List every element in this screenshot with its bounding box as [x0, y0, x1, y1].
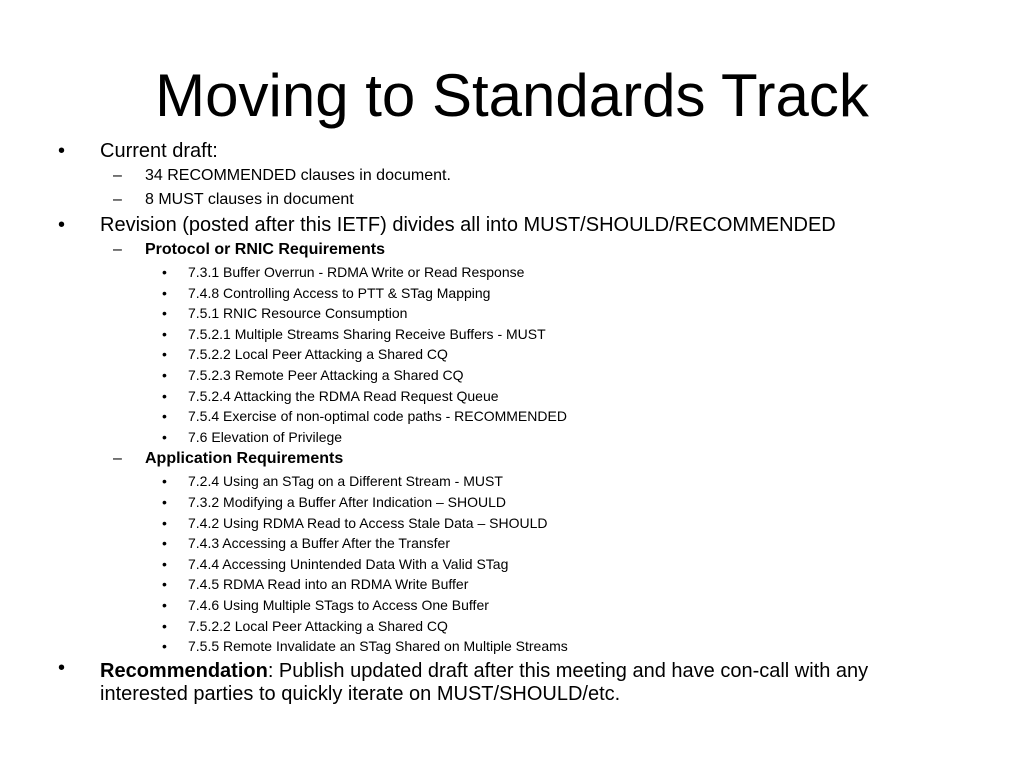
slide-title: Moving to Standards Track — [155, 62, 869, 129]
requirement-text: 7.5.2.2 Local Peer Attacking a Shared CQ — [188, 617, 448, 634]
requirement-text: 7.2.4 Using an STag on a Different Stream - MUST — [188, 473, 503, 490]
requirement-text: 7.3.2 Modifying a Buffer After Indication – SHOULD — [188, 493, 507, 510]
sub-item — [0, 188, 1024, 212]
requirement-text: 7.5.2.2 Local Peer Attacking a Shared CQ — [188, 346, 448, 363]
bullet-marker: • — [162, 493, 167, 510]
requirement-item — [0, 636, 1024, 657]
requirement-item — [0, 616, 1024, 637]
requirement-item — [0, 471, 1024, 492]
requirement-item — [0, 492, 1024, 513]
requirement-item — [0, 574, 1024, 595]
requirement-text: 7.4.3 Accessing a Buffer After the Transfer — [188, 535, 451, 552]
bullet-current-draft — [0, 138, 1024, 164]
requirement-text: 7.5.1 RNIC Resource Consumption — [188, 305, 408, 322]
requirement-text: 7.4.6 Using Multiple STags to Access One Buffer — [188, 596, 489, 613]
bullet-marker: • — [162, 408, 167, 425]
requirement-text: 7.4.8 Controlling Access to PTT & STag Mapping — [188, 284, 491, 301]
requirement-text: 7.5.2.4 Attacking the RDMA Read Request Queue — [188, 387, 499, 404]
requirement-text: 7.5.2.3 Remote Peer Attacking a Shared CQ — [188, 366, 464, 383]
requirement-item — [0, 365, 1024, 386]
requirement-item — [0, 427, 1024, 448]
slide-body — [0, 138, 1024, 706]
dash-marker: – — [113, 167, 122, 184]
requirement-item — [0, 533, 1024, 554]
bullet-marker: • — [162, 264, 167, 280]
bullet-revision — [0, 212, 1024, 238]
dash-marker: – — [113, 191, 122, 208]
dash-marker: – — [113, 241, 122, 258]
requirement-item — [0, 554, 1024, 575]
sub-item-text: 34 RECOMMENDED clauses in document. — [145, 167, 451, 184]
sub-item-text: 8 MUST clauses in document — [145, 191, 354, 208]
requirement-item — [0, 386, 1024, 407]
bullet-marker: • — [162, 428, 167, 445]
bullet-marker: • — [162, 284, 167, 301]
requirement-text: 7.4.4 Accessing Unintended Data With a Valid STag — [188, 555, 509, 572]
bullet-marker: • — [162, 617, 167, 634]
sub-heading-application — [0, 447, 1024, 471]
requirement-text: 7.3.1 Buffer Overrun - RDMA Write or Read Response — [188, 264, 525, 280]
bullet-marker: • — [162, 576, 167, 593]
bullet-text: Revision (posted after this IETF) divides all into MUST/SHOULD/RECOMMENDED — [100, 214, 836, 236]
bullet-marker: • — [162, 638, 167, 655]
requirement-item — [0, 283, 1024, 304]
requirement-text: 7.5.5 Remote Invalidate an STag Shared on Multiple Streams — [188, 638, 568, 655]
bullet-marker: • — [162, 473, 167, 490]
bullet-marker: • — [162, 535, 167, 552]
bullet-marker: • — [162, 305, 167, 322]
recommendation-label: Recommendation — [100, 659, 268, 682]
bullet-marker: • — [162, 366, 167, 383]
sub-heading-text: Application Requirements — [145, 450, 344, 468]
sub-heading-text: Protocol or RNIC Requirements — [145, 241, 386, 258]
requirement-item — [0, 324, 1024, 345]
bullet-marker: • — [162, 596, 167, 613]
requirement-text: 7.4.2 Using RDMA Read to Access Stale Data – SHOULD — [188, 514, 548, 531]
bullet-text: Current draft: — [100, 140, 218, 162]
requirement-item — [0, 262, 1024, 283]
requirement-item — [0, 513, 1024, 534]
recommendation-text: : Publish updated draft after this meeting and have con-call with any interested parties to quickly iterate on MUST/SHOULD/etc. — [100, 659, 869, 705]
requirement-text: 7.4.5 RDMA Read into an RDMA Write Buffer — [188, 576, 469, 593]
bullet-marker: • — [162, 555, 167, 572]
bullet-marker: • — [162, 514, 167, 531]
bullet-marker: • — [58, 656, 66, 679]
requirement-item — [0, 595, 1024, 616]
bullet-marker: • — [162, 325, 167, 342]
bullet-marker: • — [58, 140, 66, 162]
requirement-item — [0, 303, 1024, 324]
requirement-text: 7.6 Elevation of Privilege — [188, 428, 343, 445]
requirement-text: 7.5.4 Exercise of non-optimal code paths - RECOMMENDED — [188, 408, 567, 425]
requirement-text: 7.5.2.1 Multiple Streams Sharing Receive Buffers - MUST — [188, 325, 546, 342]
requirement-item — [0, 406, 1024, 427]
dash-marker: – — [113, 450, 122, 468]
bullet-marker: • — [162, 346, 167, 363]
bullet-marker: • — [58, 214, 66, 236]
sub-item — [0, 164, 1024, 188]
sub-heading-protocol — [0, 238, 1024, 262]
bullet-recommendation — [0, 657, 950, 706]
requirement-item — [0, 344, 1024, 365]
bullet-marker: • — [162, 387, 167, 404]
